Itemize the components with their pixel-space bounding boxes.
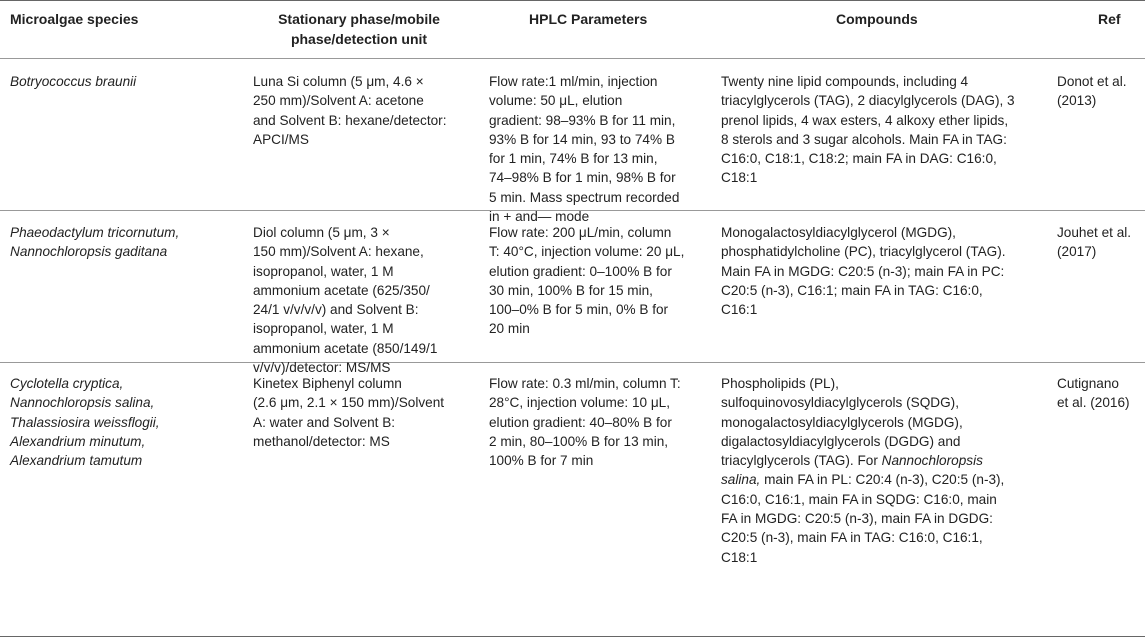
row2-hplc: Flow rate: 200 μL/min, column T: 40°C, injection volume: 20 μL, elution gradient: 0–100% B for 30 min, 100% B for 15 min, 100–0% B for 5 min, 0% B for 20 min xyxy=(489,225,685,337)
row2-phase: Diol column (5 μm, 3 × 150 mm)/Solvent A: hexane, isopropanol, water, 1 M ammonium acetate (625/350/ 24/1 v/v/v/v) and Solvent B: isopropanol, water, 1 M ammonium acetate (850/149/1 v/v/v)/detector: MS/MS xyxy=(253,225,438,376)
row3-compounds-species: Nannochloropsis salina, xyxy=(721,453,983,488)
row3-species xyxy=(10,374,160,470)
row1-hplc: Flow rate:1 ml/min, injection volume: 50 μL, elution gradient: 98–93% B for 11 min, 93% B for 14 min, 93 to 74% B for 1 min, 74% B for 13 min, 74–98% B for 1 min, 98% B for 5 min. Mass spectrum recorded in + and— mode xyxy=(489,74,680,225)
header-compounds: Compounds xyxy=(836,11,918,27)
row3-compounds-part2: main FA in PL: C20:4 (n-3), C20:5 (n-3), C16:0, C16:1, main FA in SQDG: C16:0, main FA in MGDG: C20:5 (n-3), main FA in DGDG: C20:5 (n-3), main FA in TAG: C16:0, C16:1, C18:1 xyxy=(721,472,1005,565)
row3-ref: Cutignano et al. (2016) xyxy=(1057,376,1130,411)
row1-compounds: Twenty nine lipid compounds, including 4 triacylglycerols (TAG), 2 diacylglycerols (DAG), 3 prenol lipids, 4 wax esters, 4 alkoxy ether lipids, 8 sterols and 3 sugar alcohols. Main FA in TAG: C16:0, C18:1, C18:2; main FA in DAG: C16:0, C18:1 xyxy=(721,74,1015,186)
row1-ref: Donot et al. (2013) xyxy=(1057,74,1127,109)
row2-compounds: Monogalactosyldiacylglycerol (MGDG), phosphatidylcholine (PC), triacylglycerol (TAG). Main FA in MGDG: C20:5 (n-3); main FA in PC: C20:5 (n-3), C16:1; main FA in TAG: C16:0, C16:1 xyxy=(721,225,1006,318)
header-hplc: HPLC Parameters xyxy=(529,11,648,27)
row2-species-names: Phaeodactylum tricornutum, Nannochloropsis gaditana xyxy=(10,225,180,260)
row2-species xyxy=(10,223,179,262)
header-rule xyxy=(0,58,1145,59)
row-rule-2 xyxy=(0,362,1145,363)
row3-compounds-part1: Phospholipids (PL), sulfoquinovosyldiacylglycerols (SQDG), monogalactosyldiacylglycerols (MGDG), digalactosyldiacylglycerols (DGDG) and triacylglycerols (TAG). For xyxy=(721,376,963,469)
row1-species xyxy=(10,72,136,91)
row3-phase: Kinetex Biphenyl column (2.6 μm, 2.1 × 150 mm)/Solvent A: water and Solvent B: methanol/detector: MS xyxy=(253,376,445,449)
header-phase: Stationary phase/mobile phase/detection unit xyxy=(278,11,440,47)
row1-species-name: Botryococcus braunii xyxy=(10,74,137,89)
row1-phase: Luna Si column (5 μm, 4.6 × 250 mm)/Solvent A: acetone and Solvent B: hexane/detector: APCI/MS xyxy=(253,74,447,147)
row3-species-names: Cyclotella cryptica, Nannochloropsis salina, Thalassiosira weissflogii, Alexandrium minutum, Alexandrium tamutum xyxy=(10,376,160,469)
top-rule xyxy=(0,0,1145,1)
header-species: Microalgae species xyxy=(10,11,139,27)
row2-ref: Jouhet et al. (2017) xyxy=(1057,225,1132,260)
header-ref: Ref xyxy=(1098,11,1121,27)
row3-compounds xyxy=(721,374,1004,567)
row3-hplc: Flow rate: 0.3 ml/min, column T: 28°C, injection volume: 10 μL, elution gradient: 40–80% B for 2 min, 80–100% B for 13 min, 100% B for 7 min xyxy=(489,376,681,469)
